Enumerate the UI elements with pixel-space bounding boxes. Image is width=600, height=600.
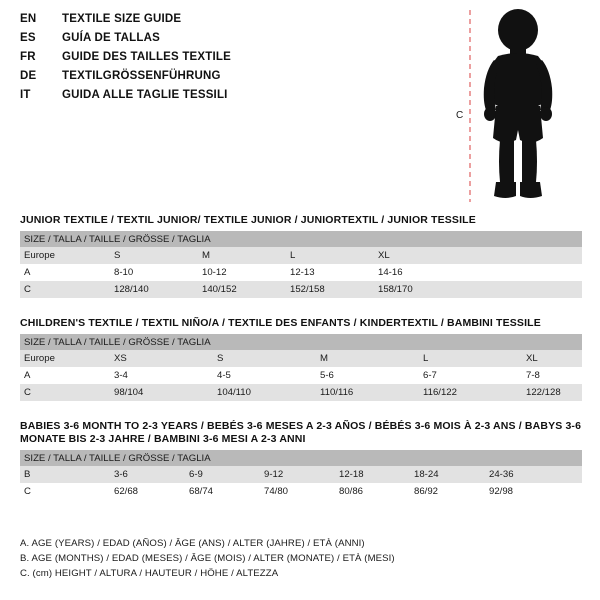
table-childrens-textile (20, 334, 582, 401)
band-label-junior: SIZE / TALLA / TAILLE / GRÖSSE / TAGLIA (20, 231, 582, 247)
cell: 122/128 (522, 384, 582, 401)
section-title-babies: BABIES 3-6 MONTH TO 2-3 YEARS / BEBÉS 3-6 MESES A 2-3 AÑOS / BÉBÉS 3-6 MOIS À 2-3 ANS / BABYS 3-6 MONATE BIS 2-3 JAHRE / BAMBINI 3-6 MESI A 2-3 ANNI (20, 420, 582, 445)
cell: 10-12 (198, 264, 286, 281)
toddler-silhouette-icon (448, 6, 588, 206)
cell: 5-6 (316, 367, 419, 384)
cell: XL (374, 247, 462, 264)
cell: 6-9 (185, 466, 260, 483)
header-row-de (20, 70, 440, 89)
footnote-c: C. (cm) HEIGHT / ALTURA / HAUTEUR / HÖHE / ALTEZZA (20, 568, 279, 579)
cell: L (286, 247, 374, 264)
cell: 80/86 (335, 483, 410, 500)
header-title-it: GUIDA ALLE TAGLIE TESSILI (62, 89, 228, 101)
cell: 8-10 (110, 264, 198, 281)
cell: 92/98 (485, 483, 582, 500)
lang-code-de: DE (20, 70, 37, 82)
header-title-de: TEXTILGRÖSSENFÜHRUNG (62, 70, 221, 82)
row-label: A (20, 264, 110, 281)
header-title-en: TEXTILE SIZE GUIDE (62, 13, 182, 25)
table-row (20, 384, 582, 401)
row-label: Europe (20, 350, 110, 367)
cell: S (110, 247, 198, 264)
cell: L (419, 350, 522, 367)
table-row (20, 281, 582, 298)
lang-code-en: EN (20, 13, 37, 25)
cell: 104/110 (213, 384, 316, 401)
cell: 74/80 (260, 483, 335, 500)
table-row (20, 466, 582, 483)
row-label: B (20, 466, 110, 483)
section-babies-textile (20, 420, 582, 500)
table-row (20, 247, 582, 264)
cell: 110/116 (316, 384, 419, 401)
band-label-children: SIZE / TALLA / TAILLE / GRÖSSE / TAGLIA (20, 334, 582, 350)
cell: XS (110, 350, 213, 367)
cell-empty (462, 247, 582, 264)
cell: XL (522, 350, 582, 367)
footnote-a: A. AGE (YEARS) / EDAD (AÑOS) / ÂGE (ANS) / ALTER (JAHRE) / ETÀ (ANNI) (20, 538, 365, 549)
cell: M (198, 247, 286, 264)
table-band-row (20, 450, 582, 466)
header-row-it (20, 89, 440, 108)
table-band-row (20, 334, 582, 350)
cell: 18-24 (410, 466, 485, 483)
cell: 14-16 (374, 264, 462, 281)
header-title-es: GUÍA DE TALLAS (62, 32, 160, 44)
header-title-fr: GUIDE DES TAILLES TEXTILE (62, 51, 231, 63)
language-header (20, 13, 440, 108)
cell: 68/74 (185, 483, 260, 500)
section-title-children: CHILDREN'S TEXTILE / TEXTIL NIÑO/A / TEXTILE DES ENFANTS / KINDERTEXTIL / BAMBINI TESSILE (20, 317, 541, 329)
cell: 116/122 (419, 384, 522, 401)
header-row-fr (20, 51, 440, 70)
table-row (20, 483, 582, 500)
row-label: C (20, 384, 110, 401)
header-row-es (20, 32, 440, 51)
cell: 3-6 (110, 466, 185, 483)
cell: 98/104 (110, 384, 213, 401)
table-row (20, 367, 582, 384)
cell: 12-18 (335, 466, 410, 483)
lang-code-es: ES (20, 32, 36, 44)
row-label: C (20, 483, 110, 500)
cell: 62/68 (110, 483, 185, 500)
footnotes (20, 536, 580, 581)
cell: 6-7 (419, 367, 522, 384)
lang-code-fr: FR (20, 51, 36, 63)
table-row (20, 350, 582, 367)
cell: 24-36 (485, 466, 582, 483)
row-label: Europe (20, 247, 110, 264)
cell: 7-8 (522, 367, 582, 384)
table-junior-textile (20, 231, 582, 298)
cell: 140/152 (198, 281, 286, 298)
cell: 158/170 (374, 281, 462, 298)
cell: S (213, 350, 316, 367)
cell: 9-12 (260, 466, 335, 483)
table-row (20, 264, 582, 281)
section-junior-textile (20, 214, 582, 298)
footnote-b: B. AGE (MONTHS) / EDAD (MESES) / ÂGE (MOIS) / ALTER (MONATE) / ETÀ (MESI) (20, 553, 395, 564)
cell: 4-5 (213, 367, 316, 384)
band-label-babies: SIZE / TALLA / TAILLE / GRÖSSE / TAGLIA (20, 450, 582, 466)
row-label: C (20, 281, 110, 298)
cell: 12-13 (286, 264, 374, 281)
figure-toddler-silhouette (448, 6, 588, 206)
lang-code-it: IT (20, 89, 31, 101)
cell: 3-4 (110, 367, 213, 384)
table-band-row (20, 231, 582, 247)
row-label: A (20, 367, 110, 384)
cell-empty (462, 264, 582, 281)
cell-empty (462, 281, 582, 298)
cell: 86/92 (410, 483, 485, 500)
table-babies-textile (20, 450, 582, 500)
cell: M (316, 350, 419, 367)
cell: 152/158 (286, 281, 374, 298)
section-title-junior: JUNIOR TEXTILE / TEXTIL JUNIOR/ TEXTILE JUNIOR / JUNIORTEXTIL / JUNIOR TESSILE (20, 214, 476, 226)
figure-measure-label: C (456, 110, 464, 121)
section-childrens-textile (20, 317, 582, 401)
cell: 128/140 (110, 281, 198, 298)
header-row-en (20, 13, 440, 32)
